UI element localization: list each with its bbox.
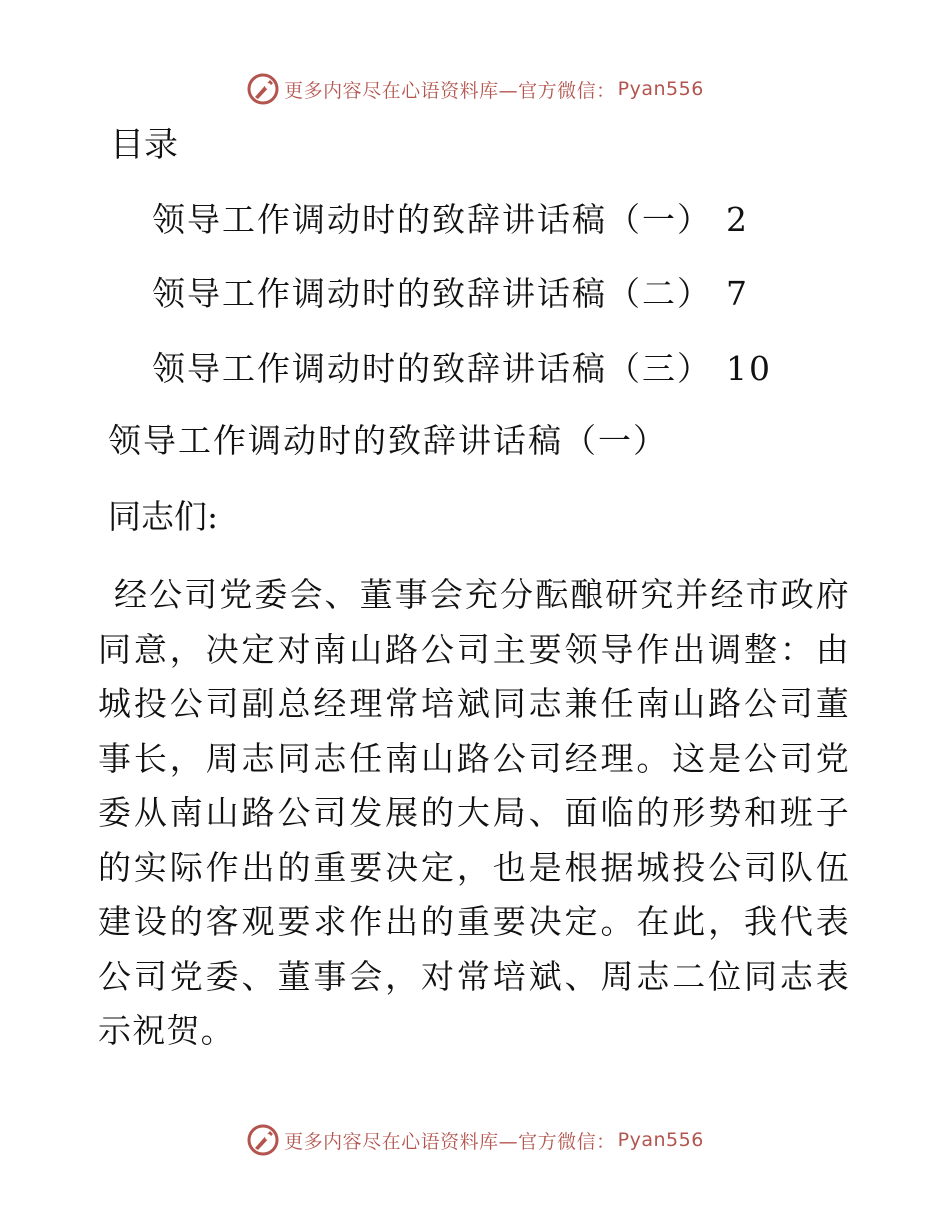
toc-item[interactable] [152,271,749,317]
body-paragraph: 经公司党委会、董事会充分酝酿研究并经市政府同意，决定对南山路公司主要领导作出调整：由城投公司副总经理常培斌同志兼任南山路公司董事长，周志同志任南山路公司经理。这是公司党委从南山路公司发展的大局、面临的形势和班子的实际作出的重要决定，也是根据城投公司队伍建设的客观要求作出的重要决定。在此，我代表公司党委、董事会，对常培斌、周志二位同志表示祝贺。 [98,575,850,1050]
toc-item-page: 10 [726,349,772,388]
watermark-text: 更多内容尽在心语资料库—官方微信： [284,1130,616,1153]
section-heading: 领导工作调动时的致辞讲话稿（一） [108,421,668,460]
toc-item-label: 领导工作调动时的致辞讲话稿（三） [152,349,712,388]
toc-item-label: 领导工作调动时的致辞讲话稿（一） [152,200,712,239]
quill-pen-circle-icon [246,1123,280,1157]
toc-item-page: 2 [726,200,749,239]
watermark-wechat-id: Pyan556 [617,1129,704,1151]
watermark-header [0,72,950,106]
quill-pen-circle-icon [246,72,280,106]
watermark-wechat-id: Pyan556 [617,78,704,100]
greeting: 同志们: [108,497,219,536]
toc-item[interactable] [152,346,772,392]
watermark-footer [0,1123,950,1157]
toc-title: 目录 [110,125,178,165]
toc-item-page: 7 [726,274,749,313]
toc-item[interactable] [152,197,749,243]
toc-item-label: 领导工作调动时的致辞讲话稿（二） [152,274,712,313]
watermark-text: 更多内容尽在心语资料库—官方微信： [284,79,616,102]
